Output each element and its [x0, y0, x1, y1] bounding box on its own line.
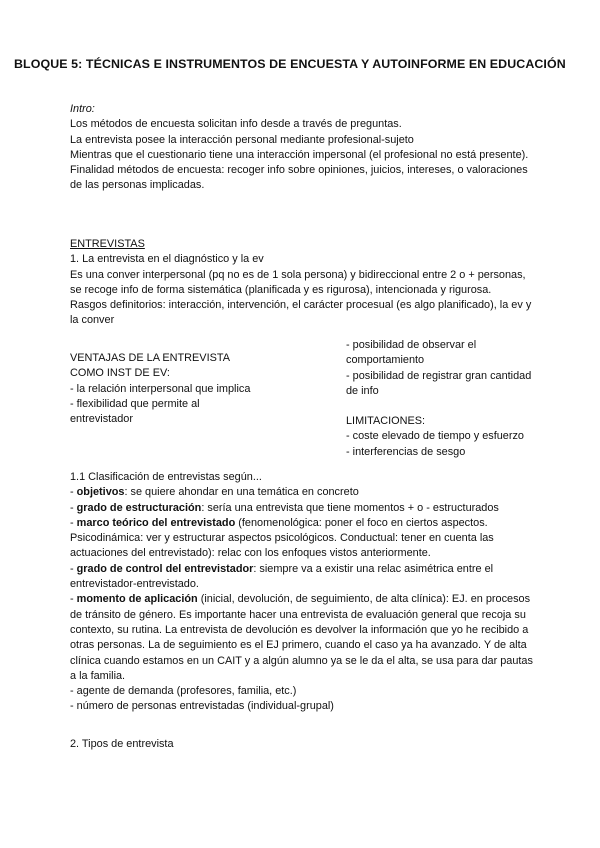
- clasificacion-item: - objetivos: se quiere ahondar en una temática en concreto: [70, 486, 359, 499]
- clasificacion-term: grado de estructuración: [76, 501, 202, 514]
- page-title: BLOQUE 5: TÉCNICAS E INSTRUMENTOS DE ENCUESTA Y AUTOINFORME EN EDUCACIÓN: [14, 57, 566, 71]
- intro-label: Intro:: [70, 103, 95, 115]
- tipos-heading: 2. Tipos de entrevista: [70, 738, 174, 750]
- ventajas-item: - la relación interpersonal que implica: [70, 382, 251, 395]
- ventajas-limitaciones-column: [346, 338, 546, 460]
- entrevistas-paragraph: Rasgos definitorios: interacción, intervención, el carácter procesual (es algo planificado), la ev y la conver: [70, 299, 532, 327]
- clasificacion-term: marco teórico del entrevistado: [76, 516, 236, 529]
- intro-line: La entrevista posee la interacción personal mediante profesional-sujeto: [70, 133, 414, 146]
- entrevistas-subheading: 1. La entrevista en el diagnóstico y la ev: [70, 253, 264, 266]
- clasificacion-item: - agente de demanda (profesores, familia, etc.): [70, 685, 297, 698]
- intro-line: Mientras que el cuestionario tiene una interacción impersonal (el profesional no está presente).: [70, 148, 529, 161]
- ventajas-heading: COMO INST DE EV:: [70, 367, 170, 380]
- intro-section: [70, 102, 540, 194]
- entrevistas-paragraph: Es una conver interpersonal (pq no es de 1 sola persona) y bidireccional entre 2 o + personas, se recoge info de forma sistemática (planificada y es rigurosa), intencionada y rigurosa.: [70, 268, 526, 296]
- intro-line: Finalidad métodos de encuesta: recoger info sobre opiniones, juicios, intereses, o valoraciones de las personas implicadas.: [70, 164, 528, 192]
- limitaciones-heading: LIMITACIONES:: [346, 415, 426, 428]
- clasificacion-item: - número de personas entrevistadas (individual-grupal): [70, 700, 334, 713]
- clasificacion-item: - grado de control del entrevistador: siempre va a existir una relac asimétrica entre el entrevistador-entrevistado.: [70, 562, 494, 591]
- entrevistas-heading: ENTREVISTAS: [70, 238, 145, 250]
- ventajas-item: - posibilidad de registrar gran cantidad de info: [346, 369, 532, 397]
- ventajas-heading: VENTAJAS DE LA ENTREVISTA: [70, 352, 230, 364]
- entrevistas-section: [70, 237, 540, 329]
- clasificacion-section: [70, 470, 540, 715]
- limitaciones-item: - coste elevado de tiempo y esfuerzo: [346, 430, 524, 443]
- clasificacion-item: - grado de estructuración: sería una entrevista que tiene momentos + o - estructurados: [70, 501, 499, 514]
- clasificacion-item: - momento de aplicación (inicial, devolución, de seguimiento, de alta clínica): EJ. en procesos de tránsito de género. Es importante hacer una entrevista de evaluación general que recoja su contexto, su rutina. La entrevista de devolución es devolver la información que yo he recibido a otras personas. La de seguimiento es el EJ primero, cuando el caso ya ha avanzado. Y de alta clínica cuando estamos en un CAIT y a algún alumno ya se le da el alta, se usa para dar pautas a la familia.: [70, 593, 533, 682]
- clasificacion-term: objetivos: [76, 486, 125, 499]
- ventajas-item: - posibilidad de observar el comportamiento: [346, 339, 477, 367]
- clasificacion-term: grado de control del entrevistador: [76, 562, 254, 575]
- ventajas-column: [70, 351, 260, 427]
- clasificacion-term: momento de aplicación: [76, 593, 198, 606]
- ventajas-item: - flexibilidad que permite al entrevistador: [70, 397, 200, 426]
- clasificacion-heading: 1.1 Clasificación de entrevistas según...: [70, 471, 262, 483]
- clasificacion-item: - marco teórico del entrevistado (fenomenológica: poner el foco en ciertos aspectos. Psicodinámica: ver y estructurar aspectos psicológicos. Conductual: tener en cuenta las actuaciones del entrevistado): relac con los enfoques vistos anteriormente.: [70, 516, 494, 560]
- intro-line: Los métodos de encuesta solicitan info desde a través de preguntas.: [70, 118, 402, 131]
- limitaciones-item: - interferencias de sesgo: [346, 445, 466, 458]
